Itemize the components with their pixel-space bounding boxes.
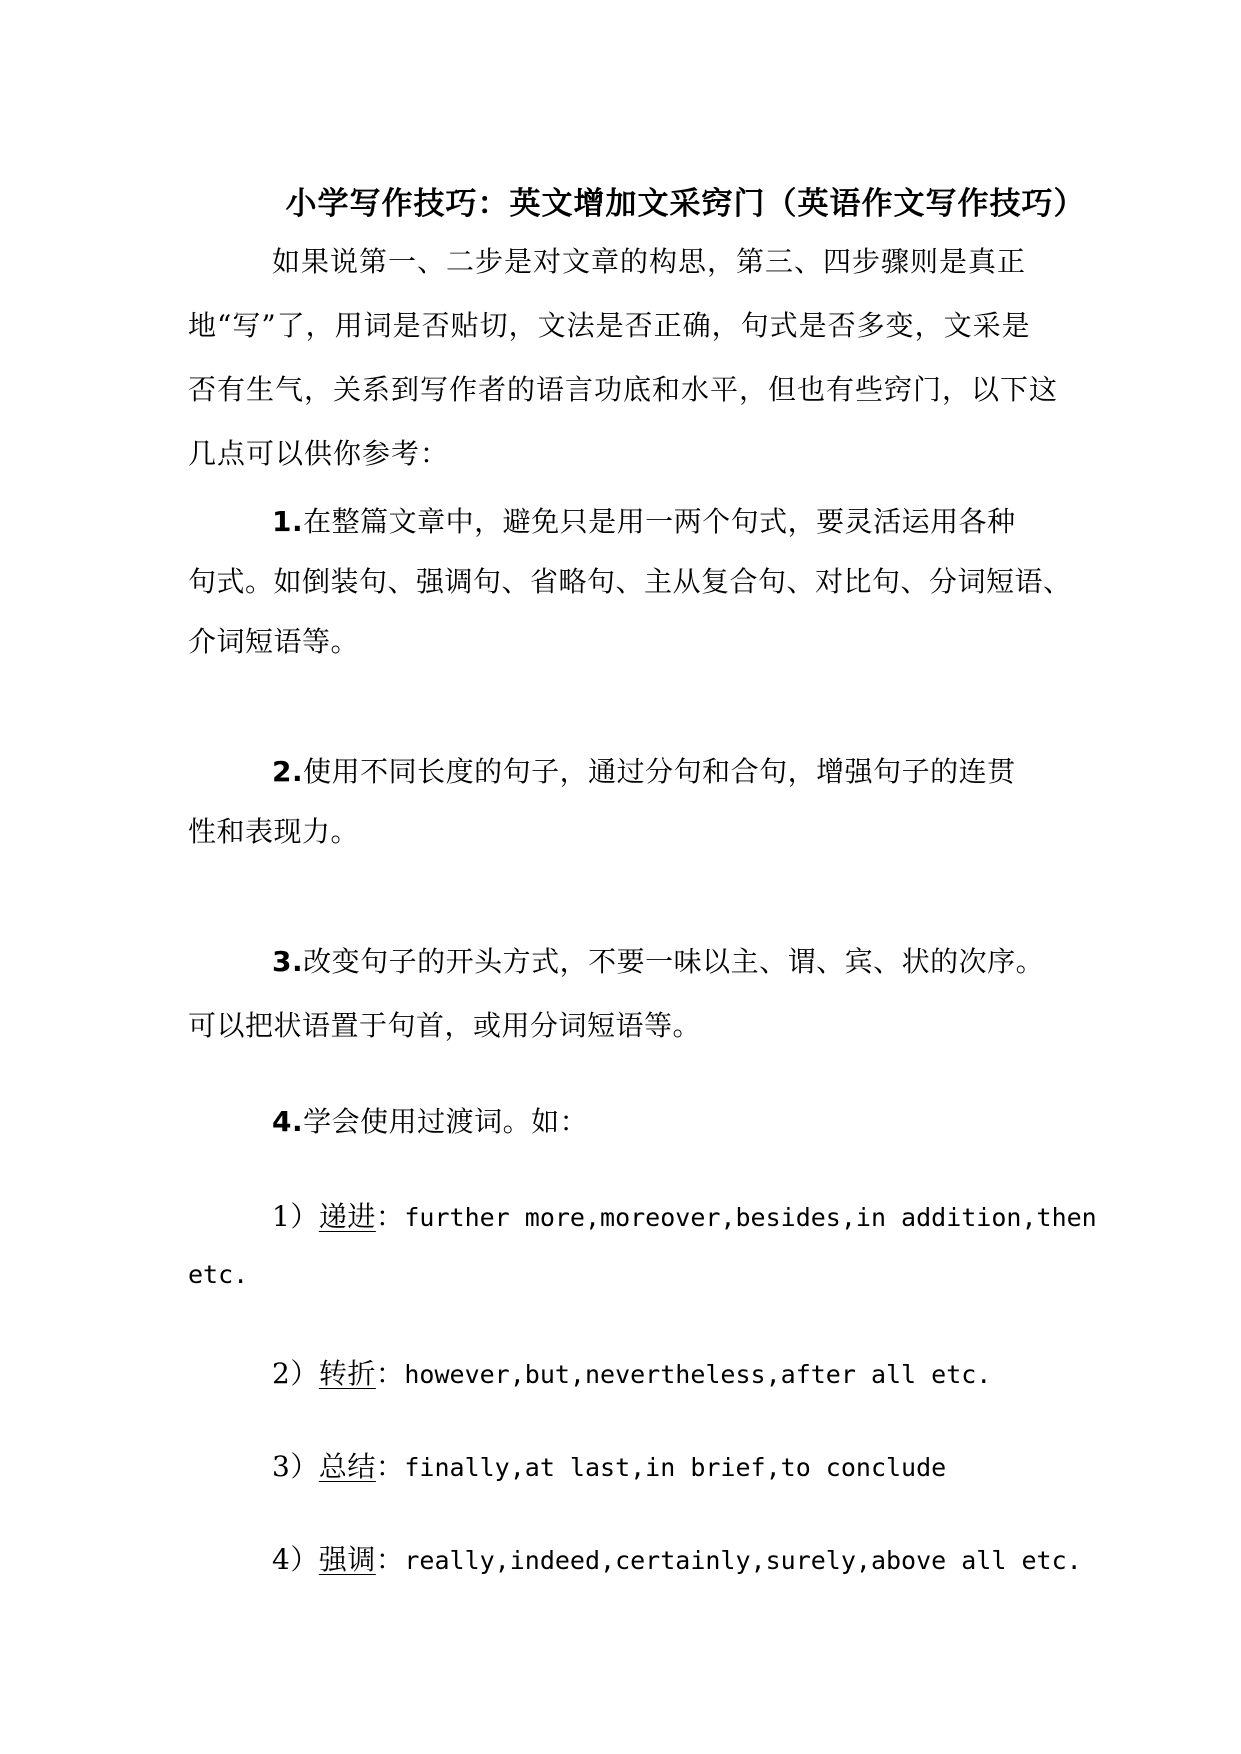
transition-item-3: 3）总结：finally,at last,in brief,to conclude xyxy=(272,1450,947,1483)
transition-label: 递进 xyxy=(318,1200,376,1233)
transition-label: 强调 xyxy=(318,1543,376,1576)
transition-item-2: 2）转折：however,but,nevertheless,after all etc. xyxy=(272,1357,992,1390)
page-title: 小学写作技巧：英文增加文采窍门（英语作文写作技巧） xyxy=(285,186,1086,222)
point-1-number: 1. xyxy=(272,505,304,538)
transition-words: however,but,nevertheless,after all etc. xyxy=(404,1360,992,1389)
transition-label: 转折 xyxy=(318,1357,376,1390)
transition-item-1: 1）递进：further more,moreover,besides,in addition,then xyxy=(272,1200,1097,1233)
transition-item-4: 4）强调：really,indeed,certainly,surely,above all etc. xyxy=(272,1543,1082,1576)
point-2-line-1: 2.使用不同长度的句子，通过分句和合句，增强句子的连贯 xyxy=(272,755,1016,788)
point-3-line-1: 3.改变句子的开头方式，不要一味以主、谓、宾、状的次序。 xyxy=(272,945,1045,978)
transition-words: further more,moreover,besides,in addition,then xyxy=(404,1203,1097,1232)
intro-paragraph: 如果说第一、二步是对文章的构思，第三、四步骤则是真正地“写”了，用词是否贴切，文法是否正确，句式是否多变，文采是否有生气，关系到写作者的语言功底和水平，但也有些窍门，以下这几点可以供你参考： xyxy=(188,245,1059,470)
point-3-number: 3. xyxy=(272,945,304,978)
point-2-line-2: 性和表现力。 xyxy=(188,815,360,848)
point-1-line-1: 1.在整篇文章中，避免只是用一两个句式，要灵活运用各种 xyxy=(272,505,1016,538)
transition-label: 总结 xyxy=(318,1450,376,1483)
transition-words: finally,at last,in brief,to conclude xyxy=(404,1453,947,1482)
point-2-number: 2. xyxy=(272,755,304,788)
point-4-line-1: 4.学会使用过渡词。如： xyxy=(272,1105,589,1138)
point-1-line-2: 句式。如倒装句、强调句、省略句、主从复合句、对比句、分词短语、 xyxy=(188,565,1072,598)
transition-item-1-continuation: etc. xyxy=(188,1260,249,1289)
point-4-number: 4. xyxy=(272,1105,304,1138)
transition-words: really,indeed,certainly,surely,above all etc. xyxy=(404,1546,1082,1575)
point-3-line-2: 可以把状语置于句首，或用分词短语等。 xyxy=(188,1009,702,1042)
point-1-line-3: 介词短语等。 xyxy=(188,625,360,658)
